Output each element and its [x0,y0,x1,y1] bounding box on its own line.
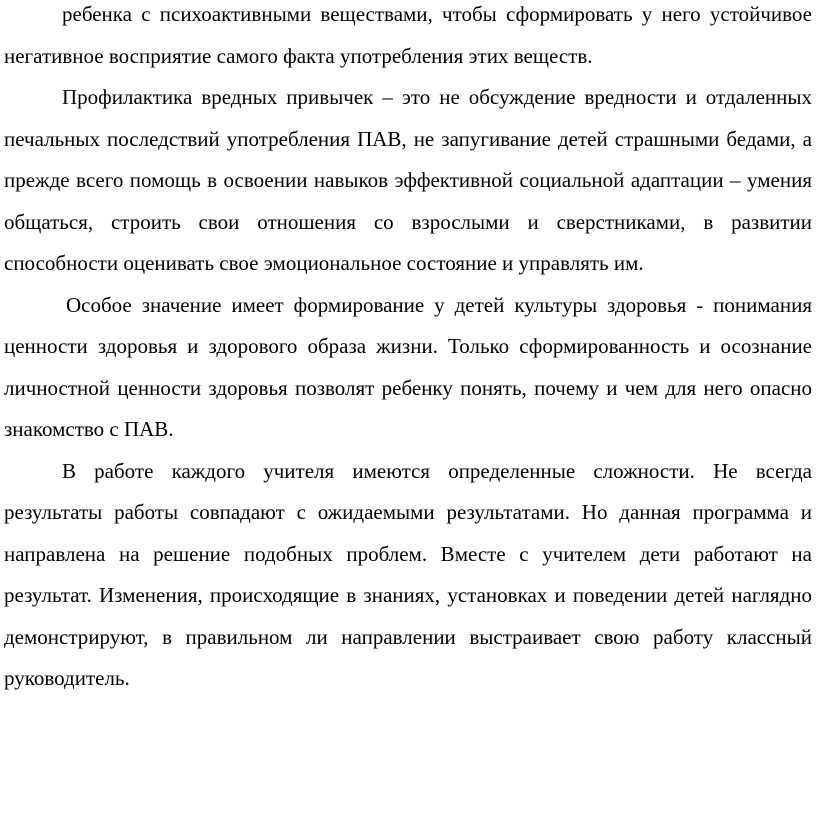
paragraph-prevention: Профилактика вредных привычек – это не обсуждение вредности и отдаленных печальных последствий употребления ПАВ, не запугивание детей страшными бедами, а прежде всего помощь в освоении навыков эффективной социальной адаптации – умения общаться, строить свои отношения со взрослыми и сверстниками, в развитии способности оценивать свое эмоциональное состояние и управлять им. [4,85,812,275]
paragraph-health-culture: Особое значение имеет формирование у детей культуры здоровья - понимания ценности здоровья и здорового образа жизни. Только сформированность и осознание личностной ценности здоровья позволят ребенку понять, почему и чем для него опасно знакомство с ПАВ. [4,292,812,441]
paragraph-continuation: ребенка с психоактивными веществами, чтобы сформировать у него устойчивое негативное восприятие самого факта употребления этих веществ. [4,2,812,68]
paragraph-teacher-work: В работе каждого учителя имеются определенные сложности. Не всегда результаты работы совпадают с ожидаемыми результатами. Но данная программа и направлена на решение подобных проблем. Вместе с учителем дети работают на результат. Изменения, происходящие в знаниях, установках и поведении детей наглядно демонстрируют, в правильном ли направлении выстраивает свою работу классный руководитель. [4,458,812,690]
document-body [4,0,812,700]
